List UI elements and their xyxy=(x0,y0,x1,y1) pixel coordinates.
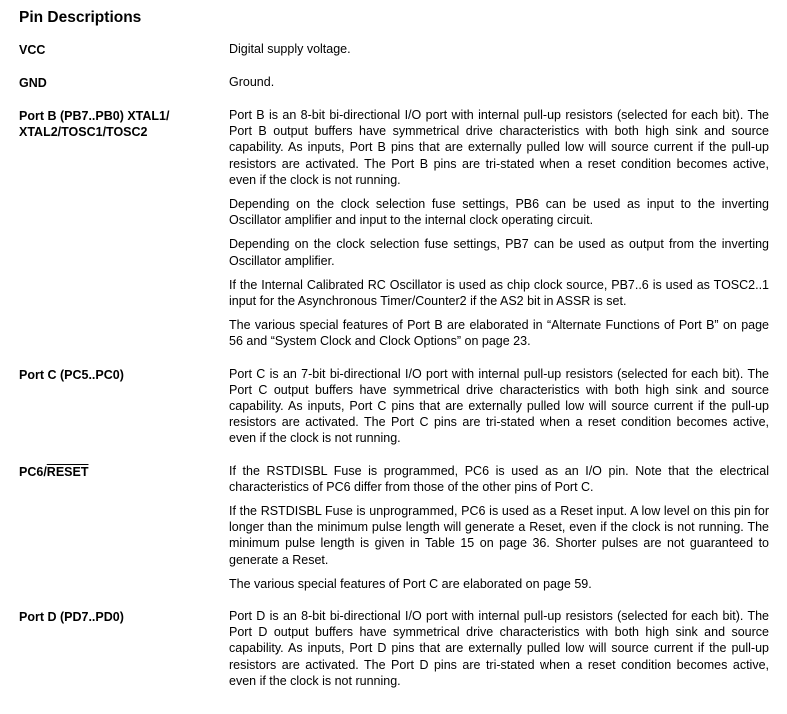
pin-row-port-d xyxy=(19,608,769,689)
pin-paragraph: Depending on the clock selection fuse settings, PB7 can be used as output from the inverting Oscillator amplifier. xyxy=(229,237,769,268)
pin-name-port-c: Port C (PC5..PC0) xyxy=(19,367,124,382)
pin-name-gnd: GND xyxy=(19,76,47,90)
pin-row-port-b xyxy=(19,107,769,350)
pin-paragraph: Port D is an 8-bit bi-directional I/O port with internal pull-up resistors (selected for each bit). The Port D output buffers have symmetrical drive characteristics with both high sink and source capability. As inputs, Port D pins that are externally pulled low will source current if the pull-up resistors are activated. The Port D pins are tri-stated when a reset condition becomes active, even if the clock is not running. xyxy=(229,609,769,688)
section-heading: Pin Descriptions xyxy=(19,9,142,26)
pin-row-pc6-reset xyxy=(19,463,769,592)
pin-name-port-d: Port D (PD7..PD0) xyxy=(19,610,124,625)
pin-paragraph: Ground. xyxy=(229,75,275,89)
pin-paragraph: Digital supply voltage. xyxy=(229,42,351,56)
pin-description-port-d xyxy=(229,608,769,689)
pin-row-port-c xyxy=(19,366,769,447)
pin-paragraph: The various special features of Port C are elaborated on page 59. xyxy=(229,576,592,591)
pin-description-port-c xyxy=(229,366,769,447)
pin-description-port-b xyxy=(229,107,769,350)
pin-row-vcc xyxy=(19,41,769,58)
pin-paragraph: The various special features of Port B are elaborated in “Alternate Functions of Port B” on page 56 and “System Clock and Clock Options” on page 23. xyxy=(229,318,769,349)
pin-name-line: XTAL2/TOSC1/TOSC2 xyxy=(19,125,148,139)
pin-description-vcc xyxy=(229,41,769,57)
pin-paragraph: If the RSTDISBL Fuse is unprogrammed, PC6 is used as a Reset input. A low level on this pin for longer than the minimum pulse length will generate a Reset, even if the clock is not running. The minimum pulse length is given in Table 15 on page 36. Shorter pulses are not guaranteed to generate a Reset. xyxy=(229,504,769,567)
pin-paragraph: Depending on the clock selection fuse settings, PB6 can be used as input to the inverting Oscillator amplifier and input to the internal clock operating circuit. xyxy=(229,197,769,228)
pin-description-pc6-reset xyxy=(229,463,769,592)
pin-paragraph: Port B is an 8-bit bi-directional I/O port with internal pull-up resistors (selected for each bit). The Port B output buffers have symmetrical drive characteristics with both high sink and source capability. As inputs, Port B pins that are externally pulled low will source current if the pull-up resistors are activated. The Port B pins are tri-stated when a reset condition becomes active, even if the clock is not running. xyxy=(229,108,769,187)
pin-description-gnd xyxy=(229,74,769,90)
pin-name-vcc: VCC xyxy=(19,43,46,57)
pin-paragraph: Port C is an 7-bit bi-directional I/O port with internal pull-up resistors (selected for each bit). The Port C output buffers have symmetrical drive characteristics with both high sink and source capability. As inputs, Port C pins that are externally pulled low will source current if the pull-up resistors are activated. The Port C pins are tri-stated when a reset condition becomes active, even if the clock is not running. xyxy=(229,366,769,446)
pin-name-reset-overlined: RESET xyxy=(46,464,89,479)
pin-paragraph: If the Internal Calibrated RC Oscillator is used as chip clock source, PB7..6 is used as TOSC2..1 input for the Asynchronous Timer/Counter2 if the AS2 bit in ASSR is set. xyxy=(229,277,769,309)
pin-name-prefix: PC6/ xyxy=(19,464,47,479)
pin-name-port-b xyxy=(19,107,229,140)
pin-paragraph: If the RSTDISBL Fuse is programmed, PC6 is used as an I/O pin. Note that the electrical characteristics of PC6 differ from those of the other pins of Port C. xyxy=(229,463,769,494)
pin-name-pc6-reset xyxy=(19,463,229,480)
pin-row-gnd xyxy=(19,74,769,91)
pin-name-line: Port B (PB7..PB0) XTAL1/ xyxy=(19,109,170,123)
